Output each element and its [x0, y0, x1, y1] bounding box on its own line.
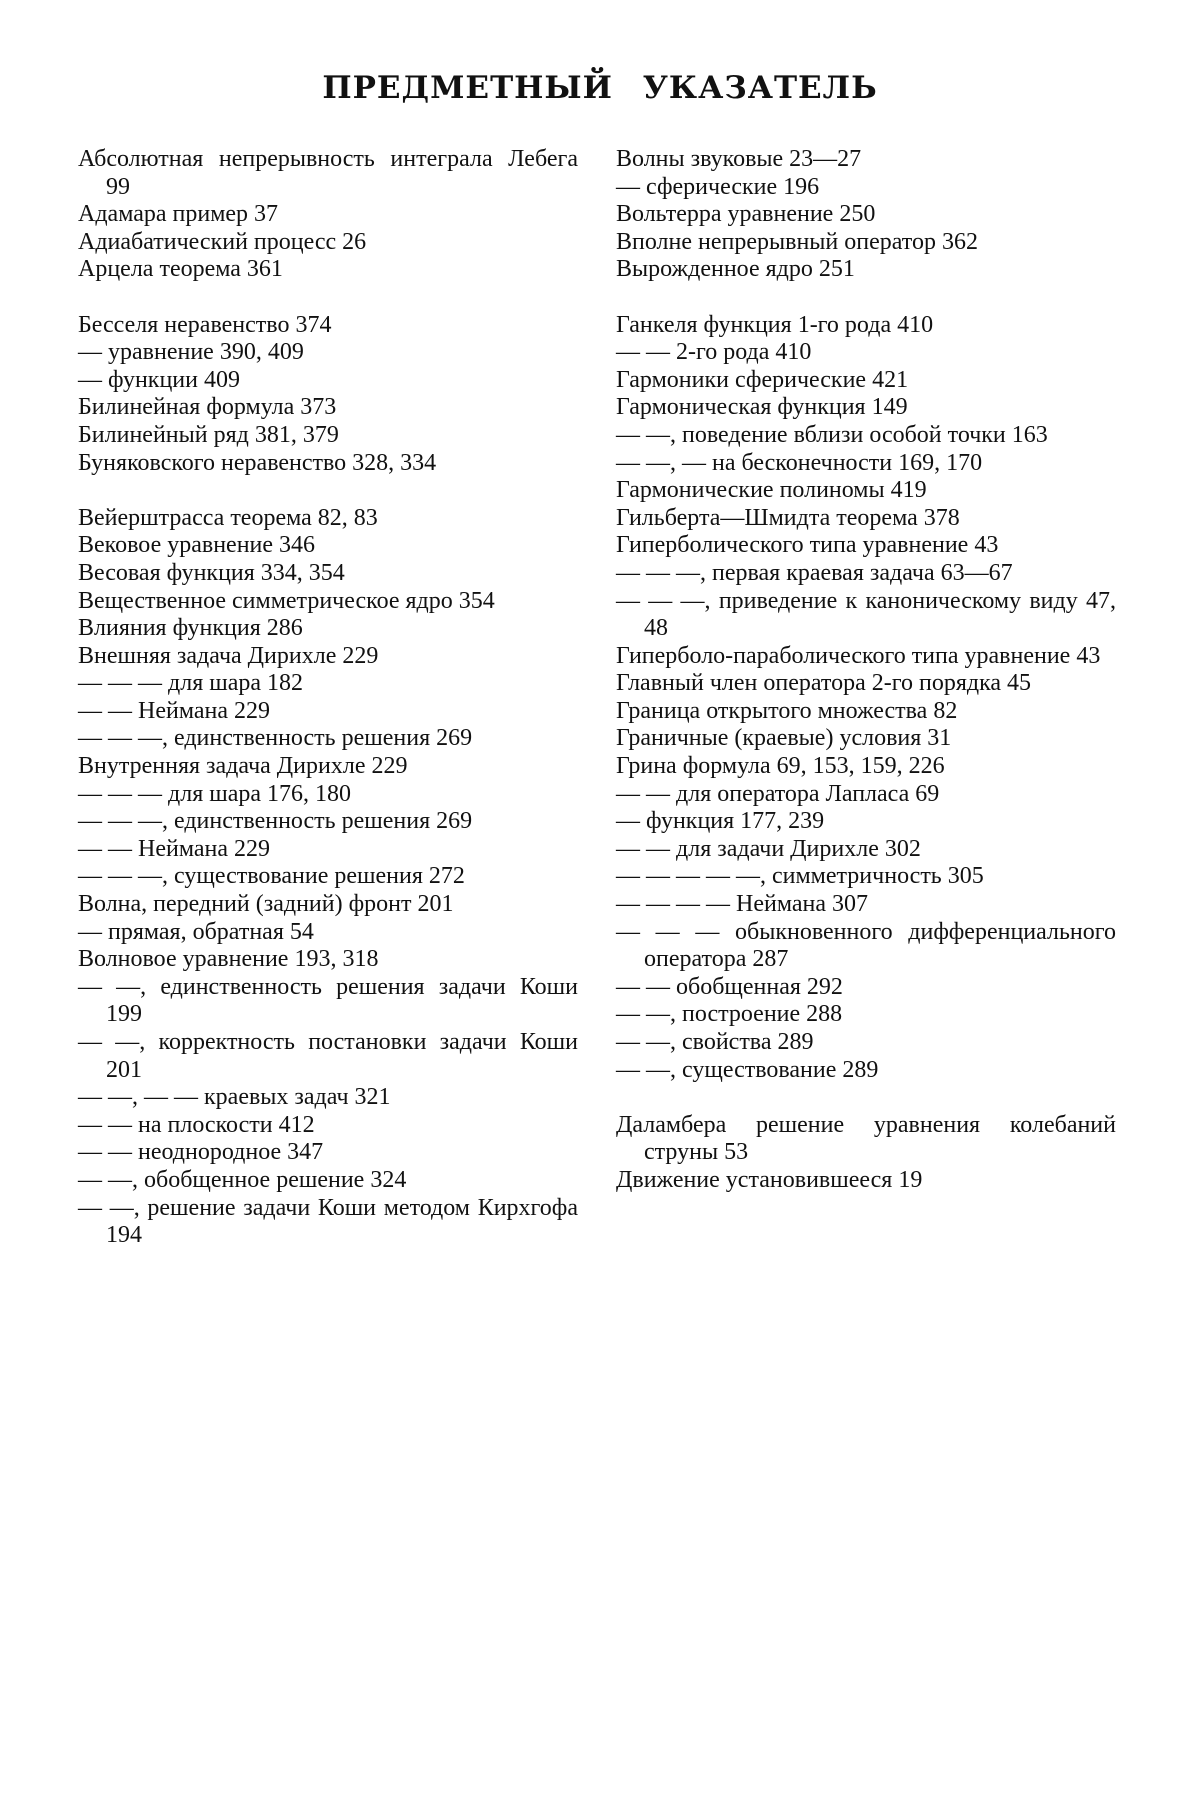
index-entry: Гармоники сферические 421	[616, 366, 909, 393]
index-entry: — — для оператора Лапласа 69	[616, 780, 940, 807]
index-entry: — — обобщенная 292	[616, 973, 843, 1000]
index-entry: — — — для шара 176, 180	[78, 780, 352, 807]
index-entry: Вырожденное ядро 251	[616, 256, 855, 283]
index-entry: — функция 177, 239	[616, 808, 825, 835]
index-entry: — — на плоскости 412	[78, 1111, 315, 1138]
index-entry: Вещественное симметрическое ядро 354	[78, 587, 495, 614]
index-entry: Вполне непрерывный оператор 362	[616, 228, 978, 255]
index-entry: — — неоднородное 347	[78, 1139, 324, 1166]
index-entry: Гиперболо-параболического типа уравнение 43	[616, 642, 1101, 669]
index-entry: — — —, единственность решения 269	[78, 725, 473, 752]
index-entry: Даламбера решение уравнения колебаний струны 53	[616, 1111, 1116, 1166]
index-entry: Билинейный ряд 381, 379	[78, 421, 339, 448]
index-entry: Внешняя задача Дирихле 229	[78, 642, 379, 669]
index-entry: — — — для шара 182	[78, 670, 304, 697]
index-entry: — —, существование 289	[616, 1056, 879, 1083]
index-column-right	[616, 146, 1116, 1195]
index-entry: Весовая функция 334, 354	[78, 559, 345, 586]
index-entry: Арцела теорема 361	[78, 256, 283, 283]
index-entry: — сферические 196	[616, 173, 820, 200]
index-entry: Гармонические полиномы 419	[616, 477, 927, 504]
index-entry: Влияния функция 286	[78, 615, 303, 642]
index-entry: — — Неймана 229	[78, 835, 270, 862]
index-entry: Буняковского неравенство 328, 334	[78, 449, 437, 476]
index-entry: — функции 409	[78, 366, 240, 393]
index-entry: Граничные (краевые) условия 31	[616, 725, 952, 752]
index-entry: Абсолютная непрерывность интеграла Лебега 99	[78, 146, 578, 200]
index-entry: — прямая, обратная 54	[78, 918, 314, 945]
index-entry: — — —, существование решения 272	[78, 863, 465, 890]
group-separator	[78, 477, 578, 505]
index-entry: Главный член оператора 2-го порядка 45	[616, 670, 1032, 697]
index-entry: Волна, передний (задний) фронт 201	[78, 891, 454, 918]
index-entry: — —, решение задачи Коши методом Кирхгофа 194	[78, 1194, 578, 1249]
index-entry: — —, единственность решения задачи Коши 199	[78, 973, 578, 1028]
index-entry: — — — — Неймана 307	[616, 891, 868, 918]
index-entry: Движение установившееся 19	[616, 1166, 923, 1193]
index-entry: — — —, приведение к каноническому виду 47, 48	[616, 587, 1116, 642]
index-entry: — — Неймана 229	[78, 697, 270, 724]
index-entry: — —, — на бесконечности 169, 170	[616, 449, 983, 476]
page-title: ПРЕДМЕТНЫЙ УКАЗАТЕЛЬ	[322, 70, 878, 106]
group-separator	[616, 1084, 1116, 1112]
index-entry: — —, — — краевых задач 321	[78, 1084, 391, 1111]
index-entry: — — 2-го рода 410	[616, 339, 812, 366]
index-entry: — —, обобщенное решение 324	[78, 1166, 407, 1193]
group-separator	[78, 284, 578, 312]
index-entry: — — — — —, симметричность 305	[616, 863, 984, 890]
index-entry: Волны звуковые 23—27	[616, 146, 862, 172]
index-entry: Вековое уравнение 346	[78, 532, 316, 559]
index-entry: Вейерштрасса теорема 82, 83	[78, 504, 378, 531]
index-entry: — —, свойства 289	[616, 1029, 814, 1055]
index-entry: Волновое уравнение 193, 318	[78, 946, 379, 973]
index-entry: — — — обыкновенного дифференциального оператора 287	[616, 918, 1116, 973]
index-entry: Бесселя неравенство 374	[78, 311, 332, 338]
index-entry: Адамара пример 37	[78, 201, 279, 228]
index-entry: Гильберта—Шмидта теорема 378	[616, 504, 960, 531]
index-entry: — —, построение 288	[616, 1001, 843, 1028]
index-entry: Грина формула 69, 153, 159, 226	[616, 753, 945, 780]
group-separator	[616, 284, 1116, 312]
index-entry: — — —, первая краевая задача 63—67	[616, 559, 1013, 586]
index-entry: Гиперболического типа уравнение 43	[616, 532, 999, 559]
index-entry: Вольтерра уравнение 250	[616, 201, 876, 228]
index-entry: Гармоническая функция 149	[616, 394, 908, 421]
index-entry: — —, поведение вблизи особой точки 163	[616, 421, 1048, 448]
index-entry: Билинейная формула 373	[78, 394, 337, 421]
index-entry: Внутренняя задача Дирихле 229	[78, 753, 408, 780]
index-entry: Адиабатический процесс 26	[78, 228, 367, 255]
index-entry: Ганкеля функция 1-го рода 410	[616, 311, 934, 338]
index-entry: — — —, единственность решения 269	[78, 808, 473, 835]
index-entry: — уравнение 390, 409	[78, 339, 304, 366]
index-entry: — — для задачи Дирихле 302	[616, 835, 921, 862]
index-entry: — —, корректность постановки задачи Коши 201	[78, 1029, 578, 1083]
index-column-left	[78, 146, 578, 1250]
index-entry: Граница открытого множества 82	[616, 697, 958, 724]
